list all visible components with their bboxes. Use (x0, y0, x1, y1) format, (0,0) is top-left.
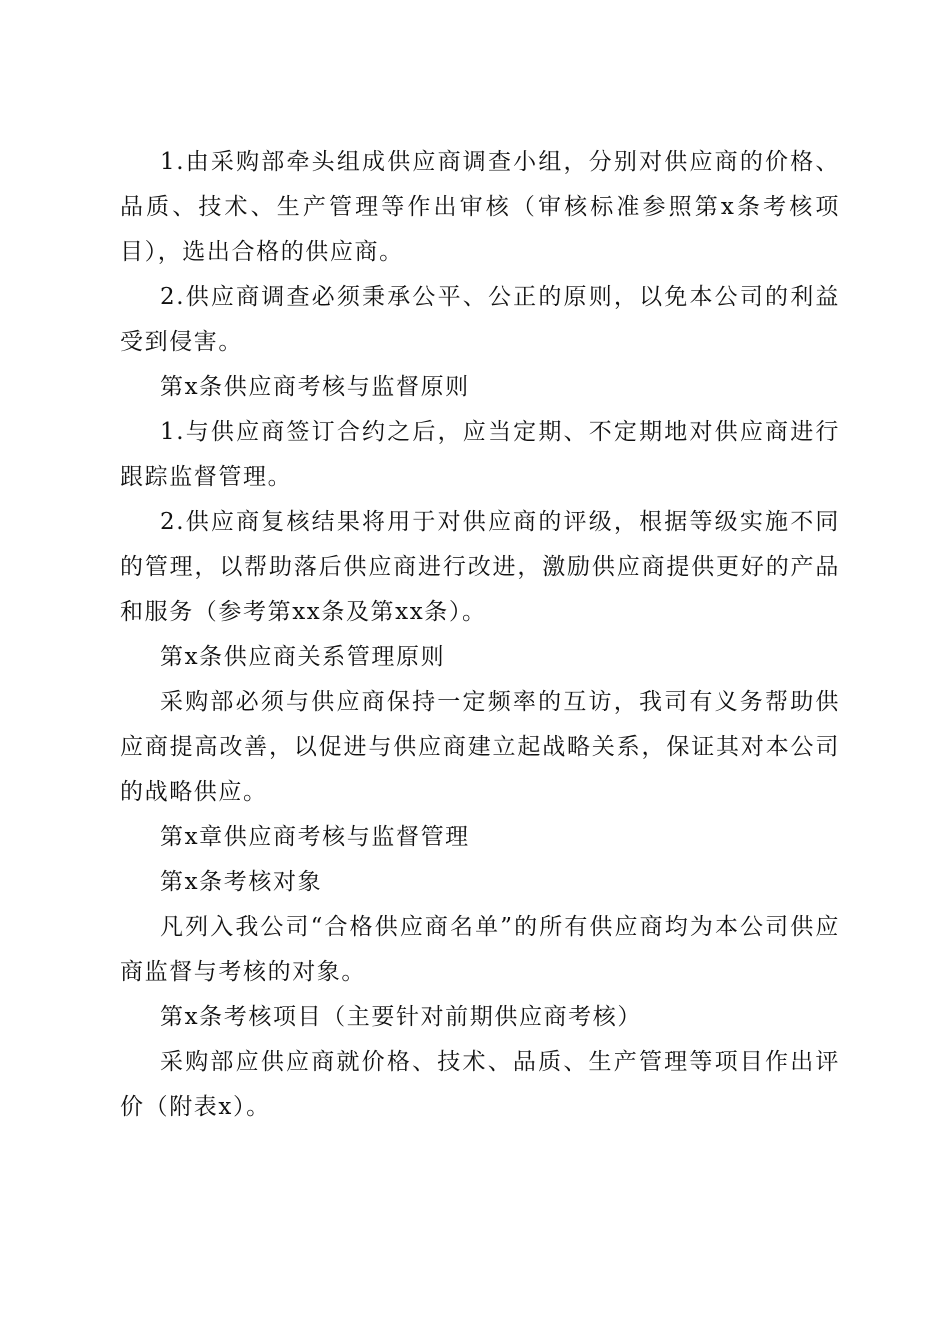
paragraph-qualified-supplier-list: 凡列入我公司“合格供应商名单”的所有供应商均为本公司供应商监督与考核的对象。 (120, 914, 840, 985)
paragraph-supplier-survey-team: 1.由采购部牵头组成供应商调查小组，分别对供应商的价格、品质、技术、生产管理等作出审核（审核标准参照第x条考核项目），选出合格的供应商。 (120, 149, 840, 265)
paragraph-survey-fairness: 2.供应商调查必须秉承公平、公正的原则，以免本公司的利益受到侵害。 (120, 284, 840, 355)
article-heading-assessment-object: 第x条考核对象 (160, 869, 323, 895)
document-body (120, 140, 840, 1130)
paragraph-rating-management: 2.供应商复核结果将用于对供应商的评级，根据等级实施不同的管理，以帮助落后供应商进行改进，激励供应商提供更好的产品和服务（参考第xx条及第xx条）。 (120, 509, 840, 625)
paragraph-evaluation-items: 采购部应供应商就价格、技术、品质、生产管理等项目作出评价（附表x）。 (120, 1049, 840, 1120)
article-heading-relationship-principle: 第x条供应商关系管理原则 (160, 644, 446, 670)
article-heading-assessment-principle: 第x条供应商考核与监督原则 (160, 374, 470, 400)
paragraph-tracking-supervision: 1.与供应商签订合约之后，应当定期、不定期地对供应商进行跟踪监督管理。 (120, 419, 840, 490)
paragraph-mutual-visits: 采购部必须与供应商保持一定频率的互访，我司有义务帮助供应商提高改善，以促进与供应商建立起战略关系，保证其对本公司的战略供应。 (120, 689, 840, 805)
article-heading-assessment-items: 第x条考核项目（主要针对前期供应商考核） (160, 1004, 642, 1030)
chapter-heading-assessment-management: 第x章供应商考核与监督管理 (160, 824, 470, 850)
